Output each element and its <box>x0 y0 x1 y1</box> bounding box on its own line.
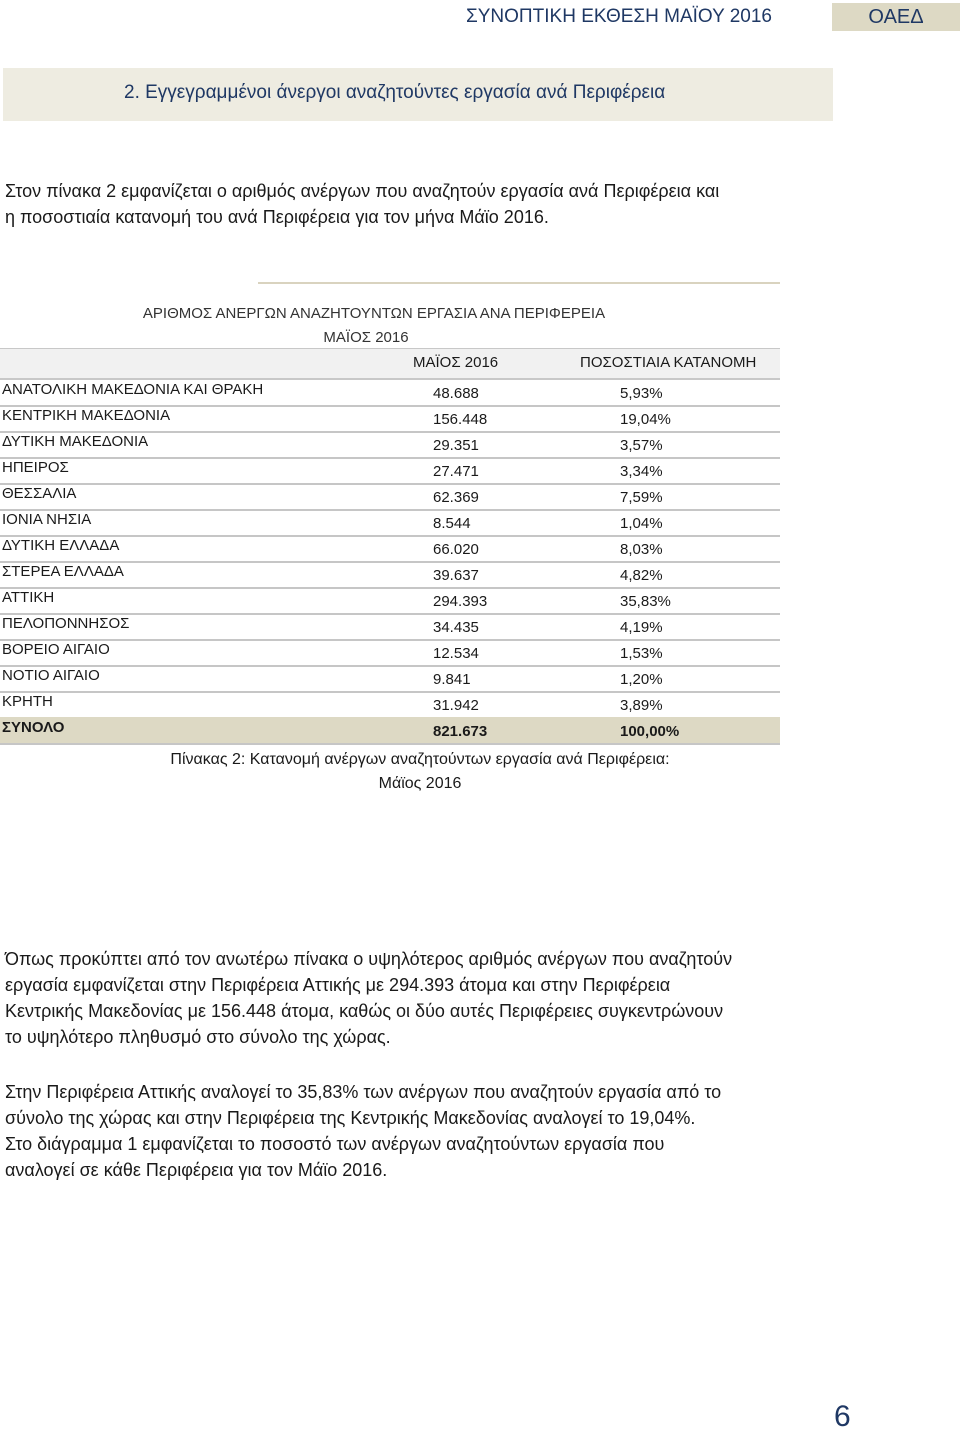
region-name: ΗΠΕΙΡΟΣ <box>2 459 69 476</box>
paragraph-line: Στο διάγραμμα 1 εμφανίζεται το ποσοστό των ανέργων αναζητούντων εργασία που <box>5 1134 665 1154</box>
unemployed-count: 34.435 <box>433 619 479 636</box>
percentage-share: 19,04% <box>620 411 671 428</box>
percentage-share: 3,89% <box>620 697 663 714</box>
table-row <box>0 613 780 641</box>
table-row <box>0 483 780 511</box>
paragraph-line: εργασία εμφανίζεται στην Περιφέρεια Αττικής με 294.393 άτομα και στην Περιφέρεια <box>5 975 671 995</box>
region-name: ΚΡΗΤΗ <box>2 693 53 710</box>
unemployed-count: 31.942 <box>433 697 479 714</box>
percentage-share: 3,34% <box>620 463 663 480</box>
unemployed-count: 48.688 <box>433 385 479 402</box>
table-row <box>0 457 780 485</box>
region-name: ΠΕΛΟΠΟΝΝΗΣΟΣ <box>2 615 130 632</box>
percentage-share: 5,93% <box>620 385 663 402</box>
intro-line: η ποσοστιαία κατανομή του ανά Περιφέρεια για τον μήνα Μάϊο 2016. <box>5 207 549 227</box>
percentage-share: 1,04% <box>620 515 663 532</box>
table-title: ΑΡΙΘΜΟΣ ΑΝΕΡΓΩΝ ΑΝΑΖΗΤΟΥΝΤΩΝ ΕΡΓΑΣΙΑ ΑΝΑ ΠΕΡΙΦΕΡΕΙΑ <box>142 305 606 322</box>
region-name: ΚΕΝΤΡΙΚΗ ΜΑΚΕΔΟΝΙΑ <box>2 407 171 424</box>
column-header-value: ΜΑΪΟΣ 2016 <box>413 354 499 371</box>
table-row <box>0 535 780 563</box>
region-name: ΙΟΝΙΑ ΝΗΣΙΑ <box>2 511 92 528</box>
unemployed-count: 8.544 <box>433 515 471 532</box>
column-header-percentage: ΠΟΣΟΣΤΙΑΙΑ ΚΑΤΑΝΟΜΗ <box>580 354 757 371</box>
paragraph-line: το υψηλότερο πληθυσμό στο σύνολο της χώρας. <box>5 1027 391 1047</box>
paragraph-line: Κεντρικής Μακεδονίας με 156.448 άτομα, καθώς οι δύο αυτές Περιφέρειες συγκεντρώνουν <box>5 1001 724 1021</box>
table-row <box>0 431 780 459</box>
paragraph-line: αναλογεί σε κάθε Περιφέρεια για τον Μάϊο 2016. <box>5 1160 388 1180</box>
unemployed-count: 29.351 <box>433 437 479 454</box>
region-name: ΣΥΝΟΛΟ <box>2 719 65 736</box>
unemployed-count: 27.471 <box>433 463 479 480</box>
paragraph-line: Όπως προκύπτει από τον ανωτέρω πίνακα ο υψηλότερος αριθμός ανέργων που αναζητούν <box>5 949 733 969</box>
table-row <box>0 665 780 693</box>
caption-line: Πίνακας 2: Κατανομή ανέργων αναζητούντων εργασία ανά Περιφέρεια: <box>170 751 670 768</box>
total-row <box>0 717 780 745</box>
caption-line: Μάϊος 2016 <box>378 775 462 792</box>
table-top-rule <box>258 282 780 284</box>
unemployed-count: 294.393 <box>433 593 488 610</box>
region-name: ΑΝΑΤΟΛΙΚΗ ΜΑΚΕΔΟΝΙΑ ΚΑΙ ΘΡΑΚΗ <box>2 381 264 398</box>
page-number: 6 <box>834 1400 851 1433</box>
region-name: ΘΕΣΣΑΛΙΑ <box>2 485 77 502</box>
percentage-share: 35,83% <box>620 593 671 610</box>
percentage-share: 1,20% <box>620 671 663 688</box>
table-row <box>0 509 780 537</box>
unemployed-count: 156.448 <box>433 411 488 428</box>
table-row <box>0 405 780 433</box>
percentage-share: 7,59% <box>620 489 663 506</box>
table-subtitle: ΜΑΪΟΣ 2016 <box>323 329 409 346</box>
section-heading-band <box>3 68 833 121</box>
table-header-row <box>0 348 780 380</box>
table-row <box>0 639 780 667</box>
unemployed-count: 12.534 <box>433 645 479 662</box>
section-title: 2. Εγγεγραμμένοι άνεργοι αναζητούντες εργασία ανά Περιφέρεια <box>124 82 666 103</box>
region-name: ΝΟΤΙΟ ΑΙΓΑΙΟ <box>2 667 100 684</box>
percentage-share: 4,19% <box>620 619 663 636</box>
percentage-share: 100,00% <box>620 723 680 740</box>
table-row <box>0 379 780 407</box>
table-row <box>0 561 780 589</box>
paragraph-line: Στην Περιφέρεια Αττικής αναλογεί το 35,83% των ανέργων που αναζητούν εργασία από το <box>5 1082 722 1102</box>
region-name: ΔΥΤΙΚΗ ΕΛΛΑΔΑ <box>2 537 120 554</box>
percentage-share: 1,53% <box>620 645 663 662</box>
unemployed-count: 39.637 <box>433 567 479 584</box>
organization-badge: ΟΑΕΔ <box>832 3 960 31</box>
table-row <box>0 587 780 615</box>
unemployed-count: 66.020 <box>433 541 479 558</box>
report-header-title: ΣΥΝΟΠΤΙΚΗ ΕΚΘΕΣΗ ΜΑΪΟΥ 2016 <box>466 6 772 27</box>
percentage-share: 8,03% <box>620 541 663 558</box>
unemployed-count: 9.841 <box>433 671 471 688</box>
percentage-share: 3,57% <box>620 437 663 454</box>
region-name: ΔΥΤΙΚΗ ΜΑΚΕΔΟΝΙΑ <box>2 433 149 450</box>
region-name: ΒΟΡΕΙΟ ΑΙΓΑΙΟ <box>2 641 110 658</box>
percentage-share: 4,82% <box>620 567 663 584</box>
analysis-paragraph-1 <box>5 946 831 1050</box>
paragraph-line: σύνολο της χώρας και στην Περιφέρεια της Κεντρικής Μακεδονίας αναλογεί το 19,04%. <box>5 1108 696 1128</box>
intro-line: Στον πίνακα 2 εμφανίζεται ο αριθμός ανέργων που αναζητούν εργασία ανά Περιφέρεια και <box>5 181 720 201</box>
table-row <box>0 691 780 719</box>
region-name: ΑΤΤΙΚΗ <box>2 589 55 606</box>
region-name: ΣΤΕΡΕΑ ΕΛΛΑΔΑ <box>2 563 124 580</box>
table-caption <box>0 748 840 796</box>
unemployed-count: 62.369 <box>433 489 479 506</box>
analysis-paragraph-2 <box>5 1079 831 1183</box>
unemployed-count: 821.673 <box>433 723 488 740</box>
intro-paragraph <box>5 178 833 230</box>
